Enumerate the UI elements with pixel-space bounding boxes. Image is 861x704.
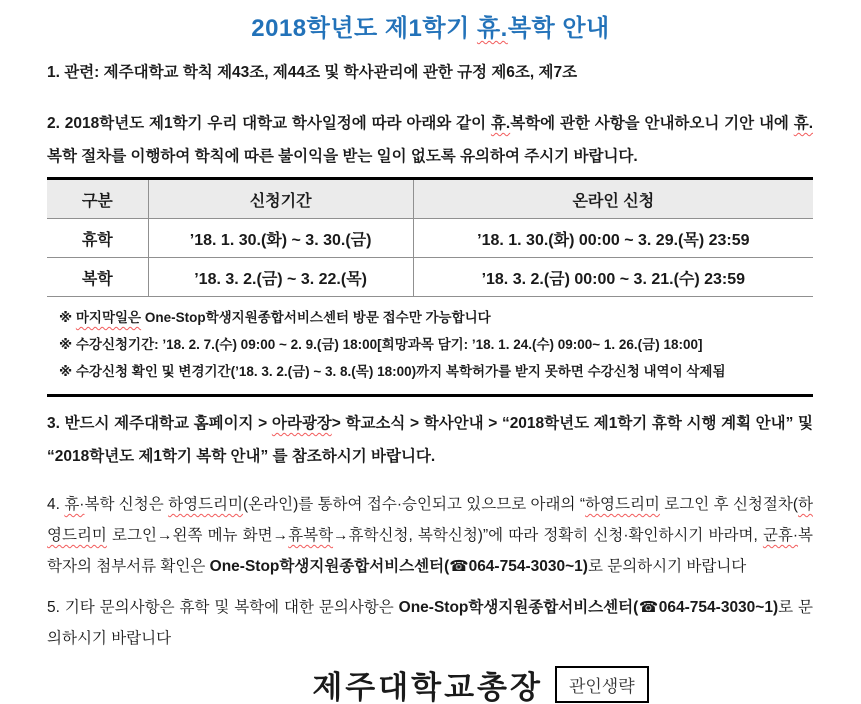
paragraph-4 bbox=[47, 489, 813, 582]
header-cell-period: 신청기간 bbox=[148, 180, 413, 219]
text-segment: 복학 절차를 이행하여 학칙에 따른 불이익을 받는 일이 없도록 유의하여 주시기 바랍니다. bbox=[47, 148, 638, 165]
spellcheck-marked-text: 마지막일은 bbox=[75, 310, 142, 325]
note-line-1 bbox=[59, 304, 807, 331]
text-segment: ※ bbox=[59, 310, 76, 325]
text-segment: 복학 신청은 bbox=[84, 496, 169, 513]
text-segment: 복학 안내 bbox=[507, 15, 610, 42]
header-cell-online: 온라인 신청 bbox=[413, 180, 813, 219]
spellcheck-marked-text: 군휴· bbox=[762, 527, 799, 544]
text-segment: 복학에 관한 사항을 안내하오니 기안 내에 bbox=[510, 115, 794, 132]
page-title bbox=[20, 8, 841, 43]
text-segment: One-Stop학생지원종합서비스센터 방문 접수만 가능합니다 bbox=[141, 310, 491, 325]
stamp-box: 관인생략 bbox=[555, 666, 649, 703]
paragraph-5 bbox=[47, 592, 813, 654]
spellcheck-marked-text: 하영드리미 bbox=[47, 496, 813, 544]
paragraph-2 bbox=[47, 107, 813, 173]
text-segment: 2. 2018학년도 제1학기 우리 대학교 학사일정에 따라 아래와 같이 bbox=[47, 115, 491, 132]
text-segment: 5. 기타 문의사항은 휴학 및 복학에 대한 문의사항은 bbox=[47, 599, 399, 616]
text-segment: 로 문의하시기 바랍니다 bbox=[47, 599, 813, 647]
note-line-3 bbox=[59, 358, 807, 385]
spellcheck-marked-text: 휴. bbox=[490, 115, 511, 132]
text-segment: 4. bbox=[47, 496, 65, 513]
online-cell: ’18. 1. 30.(화) 00:00 ~ 3. 29.(목) 23:59 bbox=[413, 219, 813, 258]
paragraph-3 bbox=[47, 407, 813, 473]
header-cell-category: 구분 bbox=[47, 180, 148, 219]
text-segment: > 학교소식 > 학사안내 > “2018학년도 제1학기 휴학 시행 계획 안내” 및 “2018학년도 제1학기 복학 안내” 를 참조하시기 바랍니다. bbox=[47, 415, 813, 465]
signature-name: 제주대학교총장 bbox=[312, 670, 543, 704]
row-label: 휴학 bbox=[47, 219, 148, 258]
text-segment: 로 문의하시기 바랍니다 bbox=[587, 558, 747, 575]
period-cell: ’18. 3. 2.(금) ~ 3. 22.(목) bbox=[148, 258, 413, 297]
text-segment: →휴학신청, 복학신청)”에 따라 정확히 신청·확인하시기 바라며, bbox=[333, 527, 763, 544]
online-cell: ’18. 3. 2.(금) 00:00 ~ 3. 21.(수) 23:59 bbox=[413, 258, 813, 297]
table-row-return bbox=[47, 258, 813, 297]
note-line-2 bbox=[59, 331, 807, 358]
signature-block bbox=[50, 662, 861, 704]
text-segment: 로그인→왼쪽 메뉴 화면→ bbox=[106, 527, 289, 544]
table-row-leave bbox=[47, 219, 813, 258]
text-segment: ※ 수강신청기간: ’18. 2. 7.(수) 09:00 ~ 2. 9.(금) 18:00[희망과목 담기: ’18. 1. 24.(수) 09:00~ 1. 26.(금) 18:00] bbox=[59, 337, 703, 352]
row-label: 복학 bbox=[47, 258, 148, 297]
text-segment: 복학자의 첨부서류 확인은 bbox=[47, 527, 813, 575]
schedule-table bbox=[47, 180, 813, 297]
spellcheck-marked-text: 하영드리미 bbox=[585, 496, 660, 513]
spellcheck-marked-text: 휴. bbox=[476, 15, 508, 42]
table-header-row bbox=[47, 180, 813, 219]
period-cell: ’18. 1. 30.(화) ~ 3. 30.(금) bbox=[148, 219, 413, 258]
table-notes bbox=[47, 297, 813, 394]
paragraph-1 bbox=[47, 63, 813, 83]
text-segment: 로그인 후 신청절차( bbox=[659, 496, 799, 513]
text-segment: 1. 관련: 제주대학교 학칙 제43조, 제44조 및 학사관리에 관한 규정 제6조, 제7조 bbox=[47, 64, 578, 81]
spellcheck-marked-text: 휴· bbox=[64, 496, 85, 513]
schedule-table-block bbox=[47, 177, 813, 397]
spellcheck-marked-text: 하영드리미 bbox=[168, 496, 243, 513]
spellcheck-marked-text: 휴. bbox=[793, 115, 813, 132]
spellcheck-marked-text: 아라광장 bbox=[271, 415, 332, 432]
spellcheck-marked-text: 휴복학 bbox=[288, 527, 334, 544]
bold-text-segment: One-Stop학생지원종합서비스센터(☎064-754-3030~1) bbox=[209, 558, 588, 575]
text-segment: (온라인)를 통하여 접수·승인되고 있으므로 아래의 “ bbox=[242, 496, 586, 513]
text-segment: ※ 수강신청 확인 및 변경기간(’18. 3. 2.(금) ~ 3. 8.(목) 18:00)까지 복학허가를 받지 못하면 수강신청 내역이 삭제됨 bbox=[59, 364, 726, 379]
text-segment: 3. 반드시 제주대학교 홈페이지 > bbox=[47, 415, 272, 432]
bold-text-segment: One-Stop학생지원종합서비스센터(☎064-754-3030~1) bbox=[398, 599, 779, 616]
text-segment: 2018학년도 제1학기 bbox=[251, 15, 477, 42]
